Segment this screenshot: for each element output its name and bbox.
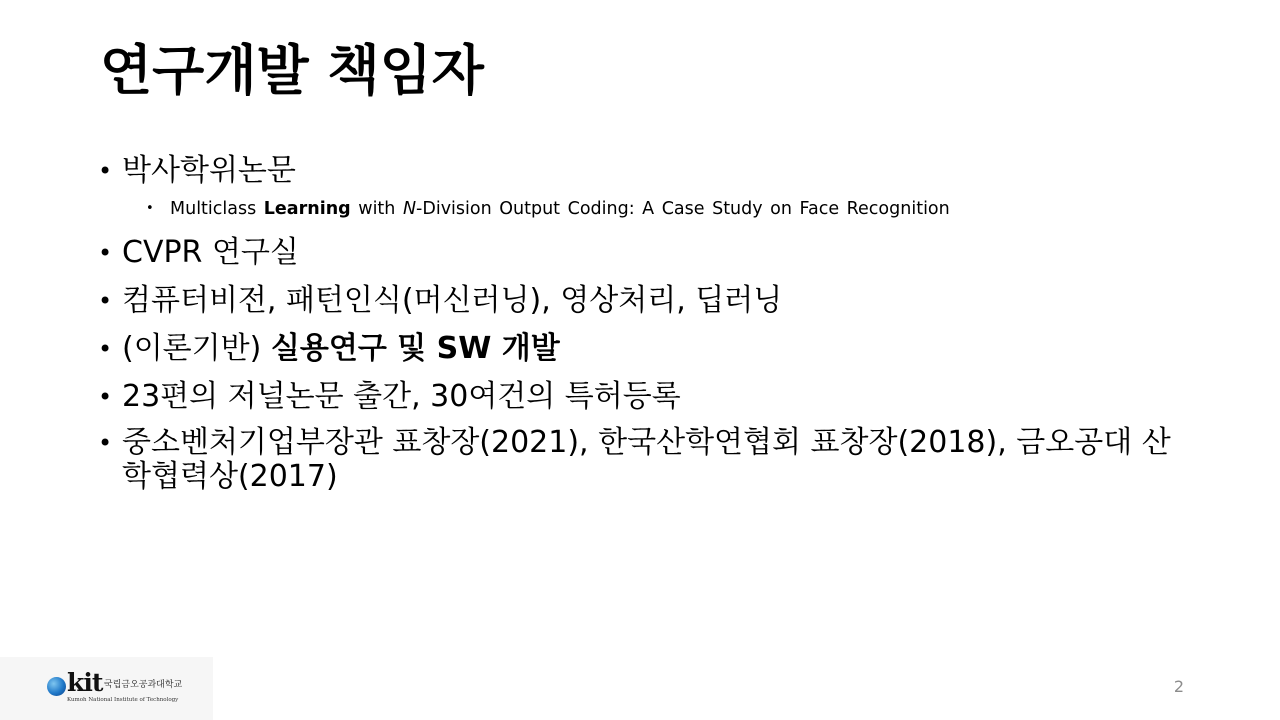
bullet-text: (이론기반) 실용연구 및 SW 개발 [122,331,560,366]
bullet-text: CVPR 연구실 [122,235,299,270]
globe-icon [47,677,66,696]
page-number: 2 [1173,677,1184,696]
bullet-item-publications [98,378,1188,416]
bullet-item-lab [98,234,1188,272]
sub-bullet-thesis-title [98,198,1188,220]
university-logo [0,657,213,720]
bullet-item-awards [98,426,1188,494]
bullet-dot-icon: • [98,239,113,267]
bullet-item-research-focus [98,330,1188,368]
bullet-dot-icon: • [98,157,113,185]
logo-english-name: Kumoh National Institute of Technology [67,697,179,703]
bullet-text: 컴퓨터비전, 패턴인식(머신러닝), 영상처리, 딥러닝 [122,283,783,318]
bullet-dot-icon: • [98,429,113,457]
logo-wordmark: kit [67,668,103,697]
thesis-title: Multiclass Learning with N-Division Output Coding: A Case Study on Face Recognition [170,199,950,219]
bullet-dot-icon: • [98,383,113,411]
slide-title: 연구개발 책임자 [100,39,484,102]
bullet-dot-icon: • [98,287,113,315]
bullet-text: 박사학위논문 [122,153,296,188]
bullet-dot-icon: • [98,335,113,363]
bullet-item-fields [98,282,1188,320]
logo-korean-name: 국립금오공과대학교 [104,680,183,690]
bullet-item-thesis [98,152,1188,190]
bullet-text: 23편의 저널논문 출간, 30여건의 특허등록 [122,379,681,414]
bullet-list [98,152,1188,504]
sub-bullet-dot-icon: • [146,201,154,216]
bullet-text: 중소벤처기업부장관 표창장(2021), 한국산학연협회 표창장(2018), 금오공대 산학협력상(2017) [122,425,1171,494]
